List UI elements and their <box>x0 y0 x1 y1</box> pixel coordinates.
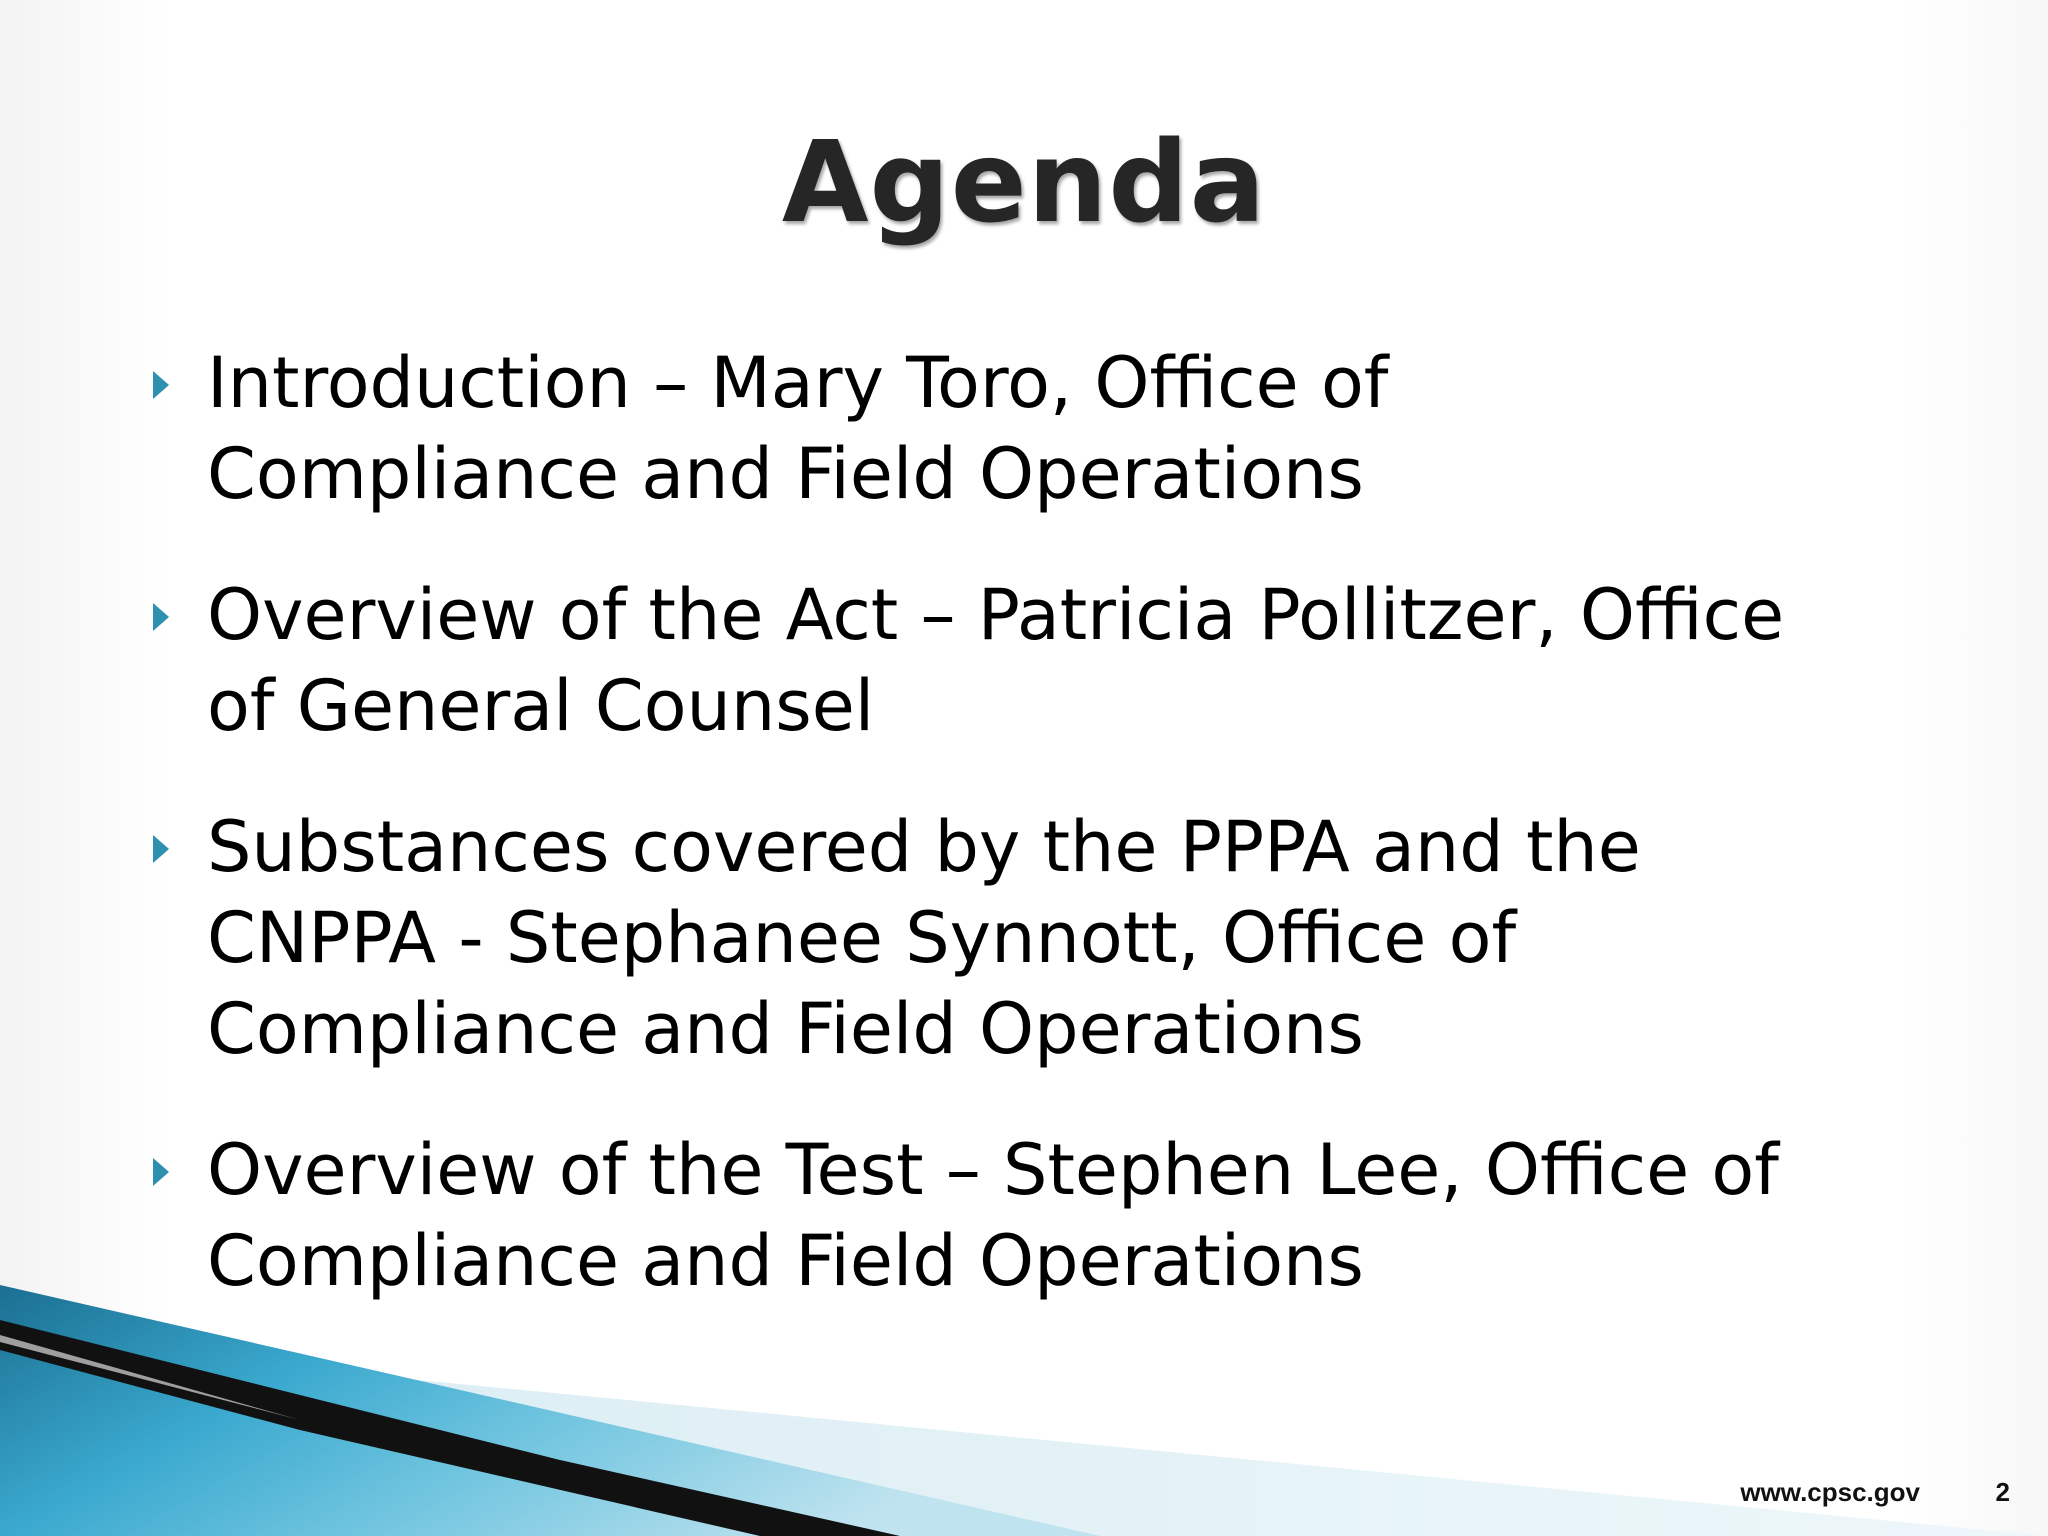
triangle-right-icon <box>153 371 169 399</box>
agenda-item-line: Overview of the Test – Stephen Lee, Office of <box>207 1129 1779 1211</box>
footer-url: www.cpsc.gov <box>1740 1477 1920 1507</box>
agenda-item-substances <box>145 802 1985 1075</box>
agenda-item-line: Overview of the Act – Patricia Pollitzer, Office <box>207 574 1785 656</box>
triangle-right-icon <box>153 1158 169 1186</box>
agenda-item-line: Substances covered by the PPPA and the <box>207 806 1641 888</box>
agenda-item-line: Compliance and Field Operations <box>207 1220 1364 1302</box>
triangle-right-icon <box>153 603 169 631</box>
agenda-item-line: of General Counsel <box>207 665 875 747</box>
page-number: 2 <box>1995 1477 2010 1507</box>
agenda-item-overview-act <box>145 570 1985 752</box>
agenda-item-line: Compliance and Field Operations <box>207 433 1364 515</box>
triangle-right-icon <box>153 835 169 863</box>
slide-title: Agenda <box>781 118 1267 248</box>
agenda-item-introduction <box>145 338 1985 520</box>
agenda-item-line: CNPPA - Stephanee Synnott, Office of <box>207 897 1517 979</box>
agenda-item-line: Introduction – Mary Toro, Office of <box>207 342 1389 424</box>
agenda-item-line: Compliance and Field Operations <box>207 988 1364 1070</box>
agenda-list <box>145 338 1985 1357</box>
